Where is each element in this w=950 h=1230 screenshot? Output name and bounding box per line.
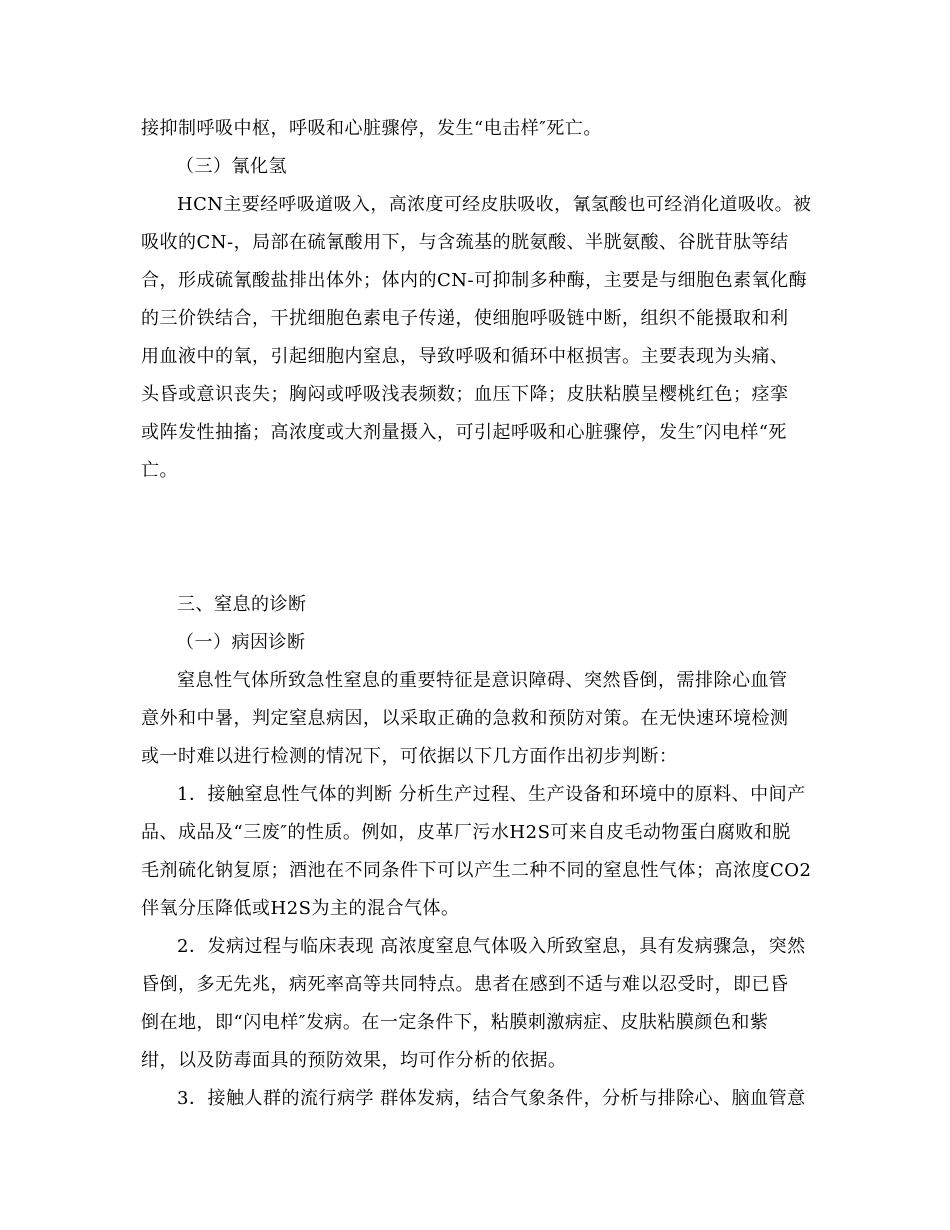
paragraph-line: 品、成品及“三废″的性质。例如，皮革厂污水H2S可来自皮毛动物蛋白腐败和脱 — [141, 822, 791, 843]
section-heading: （三）氰化氢 — [176, 156, 287, 177]
paragraph-line: 或一时难以进行检测的情况下，可依据以下几方面作出初步判断： — [141, 746, 678, 767]
paragraph-line: 绀，以及防毒面具的预防效果，均可作分析的依据。 — [141, 1050, 567, 1071]
paragraph-line: 或阵发性抽搐；高浓度或大剂量摄入，可引起呼吸和心脏骤停，发生″闪电样“死 — [141, 422, 787, 443]
paragraph-line: 头昏或意识丧失；胸闷或呼吸浅表频数；血压下降；皮肤粘膜呈樱桃红色；痉挛 — [141, 384, 789, 405]
paragraph-line: 伴氧分压降低或H2S为主的混合气体。 — [141, 898, 460, 919]
paragraph-line: 吸收的CN-，局部在硫氰酸用下，与含巯基的胱氨酸、半胱氨酸、谷胱苷肽等结 — [141, 232, 789, 253]
paragraph-line: HCN主要经呼吸道吸入，高浓度可经皮肤吸收，氰氢酸也可经消化道吸收。被 — [177, 194, 812, 215]
paragraph-line: 昏倒，多无先兆，病死率高等共同特点。患者在感到不适与难以忍受时，即已昏 — [141, 974, 789, 995]
paragraph-line: 意外和中暑，判定窒息病因，以采取正确的急救和预防对策。在无快速环境检测 — [141, 708, 789, 729]
section-heading: （一）病因诊断 — [176, 632, 306, 653]
paragraph-line: 2．发病过程与临床表现 高浓度窒息气体吸入所致窒息，具有发病骤急，突然 — [177, 936, 806, 957]
paragraph-line: 1．接触窒息性气体的判断 分析生产过程、生产设备和环境中的原料、中间产 — [177, 784, 806, 805]
paragraph-line: 合，形成硫氰酸盐排出体外；体内的CN-可抑制多种酶，主要是与细胞色素氧化酶 — [141, 270, 808, 291]
paragraph-line: 倒在地，即“闪电样″发病。在一定条件下，粘膜刺激病症、皮肤粘膜颜色和紫 — [141, 1012, 769, 1033]
paragraph-line: 毛剂硫化钠复原；酒池在不同条件下可以产生二种不同的窒息性气体；高浓度CO2 — [141, 860, 812, 881]
paragraph-line: 窒息性气体所致急性窒息的重要特征是意识障碍、突然昏倒，需排除心血管 — [177, 670, 788, 691]
paragraph-line: 接抑制呼吸中枢，呼吸和心脏骤停，发生“电击样″死亡。 — [141, 118, 602, 139]
chapter-heading: 三、窒息的诊断 — [177, 594, 307, 615]
paragraph-line: 3．接触人群的流行病学 群体发病，结合气象条件，分析与排除心、脑血管意 — [177, 1088, 806, 1109]
paragraph-line: 的三价铁结合，干扰细胞色素电子传递，使细胞呼吸链中断，组织不能摄取和利 — [141, 308, 789, 329]
paragraph-line: 用血液中的氧，引起细胞内窒息，导致呼吸和循环中枢损害。主要表现为头痛、 — [141, 346, 789, 367]
paragraph-line: 亡。 — [141, 460, 178, 481]
